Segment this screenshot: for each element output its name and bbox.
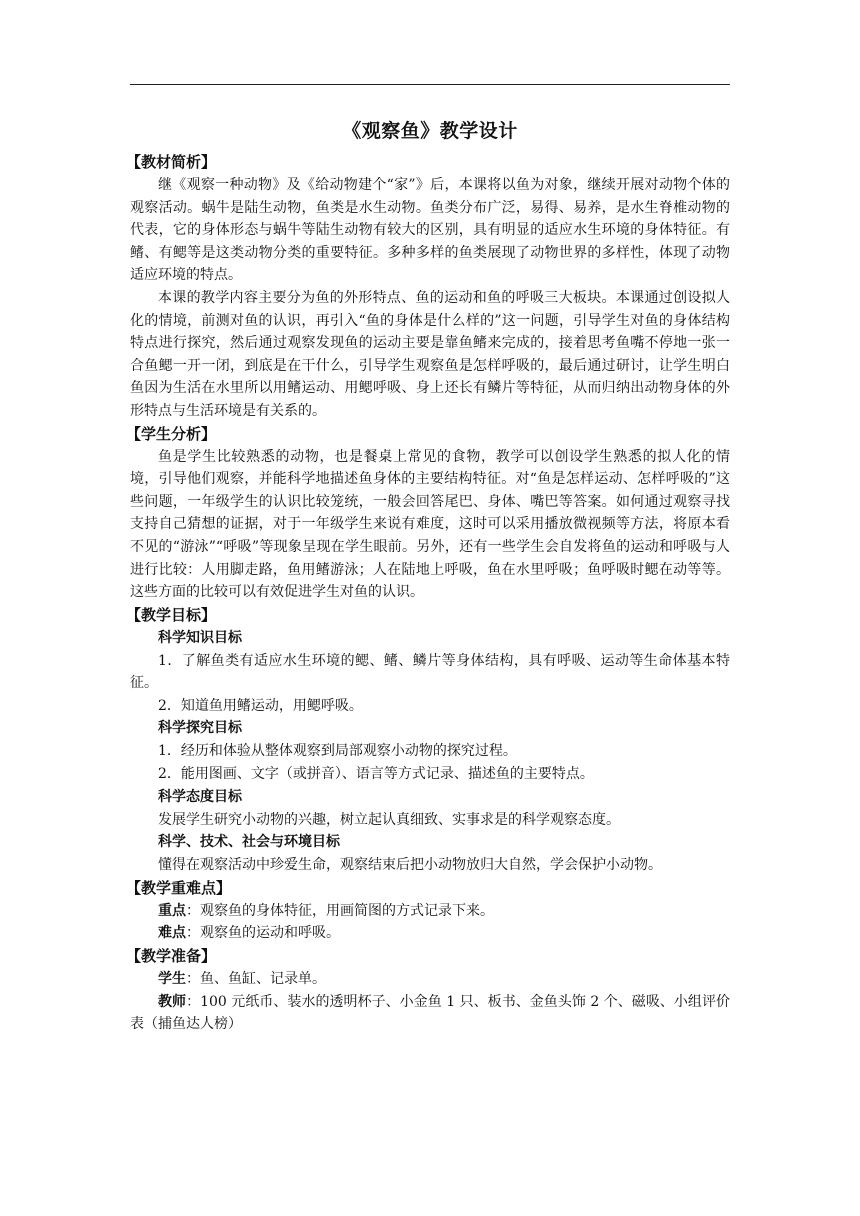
section-heading-goals: 【教学目标】 (126, 605, 217, 624)
material-paragraph: 继《观察一种动物》及《给动物建个“家”》后，本课将以鱼为对象，继续开展对动物个体的观察活动。蜗牛是陆生动物，鱼类是水生动物。鱼类分布广泛，易得、易养，是水生脊椎动物的代表，它的身体形态与蜗牛等陆生动物有较大的区别，具有明显的适应水生环境的身体特征。有鳍、有鳃等是这类动物分类的重要特征。多种多样的鱼类展现了动物世界的多样性，体现了动物适应环境的特点。 (130, 177, 730, 284)
goal-item: 懂得在观察活动中珍爱生命，观察结束后把小动物放归大自然，学会保护小动物。 (158, 857, 662, 874)
section-heading-keypoints: 【教学重难点】 (126, 878, 232, 897)
goal-item: 1．了解鱼类有适应水生环境的鳃、鳍、鳞片等身体结构，具有呼吸、运动等生命体基本特征。 (130, 652, 730, 692)
difficult-point-text: ：观察鱼的运动和呼吸。 (186, 925, 340, 942)
subheading-knowledge-goals: 科学知识目标 (158, 629, 242, 646)
goal-item: 2．知道鱼用鳍运动，用鳃呼吸。 (158, 697, 363, 714)
section-heading-prep: 【教学准备】 (126, 947, 217, 966)
section-heading-material: 【教材简析】 (126, 153, 217, 171)
students-paragraph: 鱼是学生比较熟悉的动物，也是餐桌上常见的食物，教学可以创设学生熟悉的拟人化的情境，引导他们观察，并能科学地描述鱼身体的主要结构特征。对“鱼是怎样运动、怎样呼吸的”这些问题，一年级学生的认识比较笼统，一般会回答尾巴、身体、嘴巴等答案。如何通过观察寻找支持自己猜想的证据，对于一年级学生来说有难度，这时可以采用播放微视频等方法，将原本看不见的“游泳”“呼吸”等现象呈现在学生眼前。另外，还有一些学生会自发将鱼的运动和呼吸与人进行比较：人用脚走路，鱼用鳍游泳；人在陆地上呼吸，鱼在水里呼吸；鱼呼吸时鳃在动等等。这些方面的比较可以有效促进学生对鱼的认识。 (130, 448, 730, 601)
header-rule (130, 84, 730, 85)
subheading-sts-goals: 科学、技术、社会与环境目标 (158, 834, 340, 851)
subheading-attitude-goals: 科学态度目标 (158, 788, 242, 805)
difficult-point-line (130, 922, 730, 945)
goal-item: 2．能用图画、文字（或拼音）、语言等方式记录、描述鱼的主要特点。 (158, 766, 594, 783)
section-heading-students: 【学生分析】 (126, 424, 217, 443)
student-prep-line (130, 968, 730, 991)
goal-item: 1．经历和体验从整体观察到局部观察小动物的探究过程。 (158, 743, 517, 760)
goal-item: 发展学生研究小动物的兴趣，树立起认真细致、实事求是的科学观察态度。 (158, 811, 620, 828)
student-prep-label: 学生 (158, 971, 186, 988)
key-point-label: 重点 (158, 902, 186, 919)
teacher-prep-text: ：100 元纸币、装水的透明杯子、小金鱼 1 只、板书、金鱼头饰 2 个、磁吸、小组评价表（捕鱼达人榜） (130, 993, 730, 1033)
document-page (126, 84, 730, 1036)
key-point-text: ：观察鱼的身体特征，用画简图的方式记录下来。 (186, 902, 494, 919)
teacher-prep-line (130, 991, 730, 1036)
teacher-prep-label: 教师 (158, 993, 187, 1010)
difficult-point-label: 难点 (158, 925, 186, 942)
student-prep-text: ：鱼、鱼缸、记录单。 (186, 971, 326, 988)
material-paragraph: 本课的教学内容主要分为鱼的外形特点、鱼的运动和鱼的呼吸三大板块。本课通过创设拟人化的情境，前测对鱼的认识，再引入“鱼的身体是什么样的”这一问题，引导学生对鱼的身体结构特点进行探究，然后通过观察发现鱼的运动主要是靠鱼鳍来完成的，接着思考鱼嘴不停地一张一合鱼鳃一开一闭，到底是在干什么，引导学生观察鱼是怎样呼吸的，最后通过研讨，让学生明白鱼因为生活在水里所以用鳍运动、用鳃呼吸、身上还长有鳞片等特征，从而归纳出动物身体的外形特点与生活环境是有关系的。 (130, 289, 730, 419)
key-point-line (130, 900, 730, 923)
subheading-inquiry-goals: 科学探究目标 (158, 720, 242, 737)
document-title: 《观察鱼》教学设计 (342, 120, 518, 142)
